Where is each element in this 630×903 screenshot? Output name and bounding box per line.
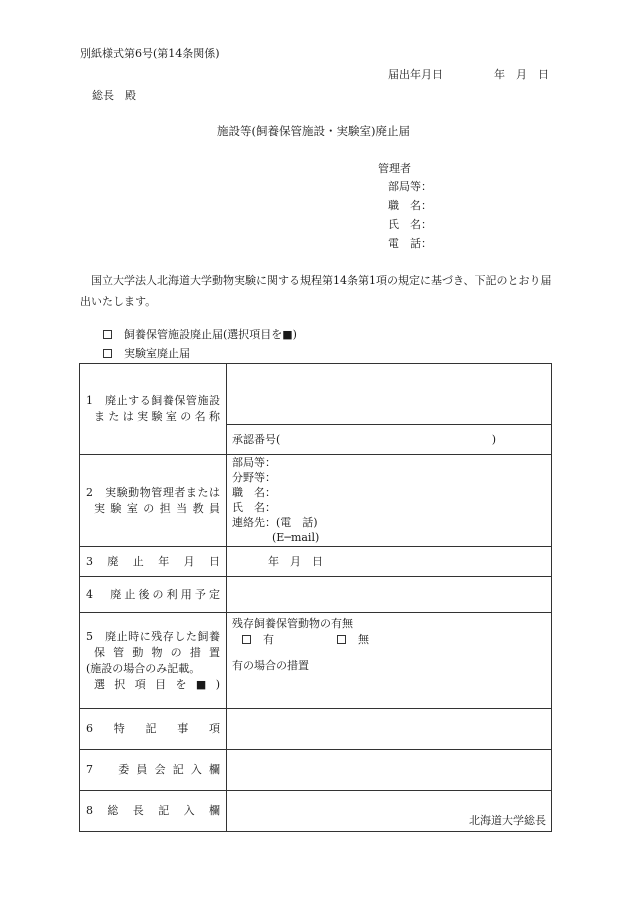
row6-label: 6 特 記 事 項 xyxy=(80,709,227,750)
checkbox-icon[interactable] xyxy=(337,635,346,644)
option-yes-label: 有 xyxy=(263,633,274,646)
manager-name-field[interactable]: 氏 名： xyxy=(388,218,432,231)
checkbox-icon[interactable] xyxy=(103,349,112,358)
date-label: 届出年月日 xyxy=(388,68,443,81)
option-label: 実験室廃止届 xyxy=(124,347,190,360)
option-lab-abolition[interactable] xyxy=(103,347,190,360)
addressee: 総長 殿 xyxy=(92,89,136,102)
option-label: 飼養保管施設廃止届(選択項目を■) xyxy=(124,328,297,341)
manager-contact-field[interactable]: 部局等： 分野等： 職 名： 氏 名： 連絡先：(電 話) (E─mail) xyxy=(227,455,552,547)
row5-label: 5 廃止時に残存した飼養 保管動物の措置 (施設の場合のみ記載。 選択項目を■) xyxy=(80,613,227,709)
president-signature: 北海道大学総長 xyxy=(469,814,546,827)
form-number: 別紙様式第6号(第14条関係) xyxy=(80,47,220,60)
committee-entry-field[interactable] xyxy=(227,750,552,791)
approval-number-field[interactable]: 承認番号( ) xyxy=(227,425,552,455)
row3-label: 3 廃 止 年 月 日 xyxy=(80,547,227,577)
option-facility-abolition[interactable] xyxy=(103,328,297,341)
president-entry-field[interactable] xyxy=(227,791,552,832)
abolition-form-table xyxy=(79,363,552,832)
checkbox-icon[interactable] xyxy=(103,330,112,339)
abolition-date-field[interactable]: 年 月 日 xyxy=(227,547,552,577)
future-use-field[interactable] xyxy=(227,577,552,613)
document-title: 施設等(飼養保管施設・実験室)廃止届 xyxy=(217,124,410,138)
measures-label: 有の場合の措置 xyxy=(232,659,309,672)
facility-name-field[interactable] xyxy=(227,364,552,425)
remaining-animals-field[interactable]: 残存飼養保管動物の有無 有 無 有の場合の措置 xyxy=(227,613,552,709)
checkbox-icon[interactable] xyxy=(242,635,251,644)
row4-label: 4 廃止後の利用予定 xyxy=(80,577,227,613)
date-fields[interactable]: 年 月 日 xyxy=(494,68,549,81)
body-text: 国立大学法人北海道大学動物実験に関する規程第14条第1項の規定に基づき、下記のとおり届出いたします。 xyxy=(80,274,552,308)
row2-label: 2 実験動物管理者または 実験室の担当教員 xyxy=(80,455,227,547)
manager-department-field[interactable]: 部局等： xyxy=(388,180,432,193)
option-no-label: 無 xyxy=(358,633,369,646)
row8-label: 8 総 長 記 入 欄 xyxy=(80,791,227,832)
row7-label: 7 委員会記入欄 xyxy=(80,750,227,791)
manager-heading: 管理者 xyxy=(378,162,411,175)
special-notes-field[interactable] xyxy=(227,709,552,750)
row1-label: 1 廃止する飼養保管施設 または実験室の名称 xyxy=(80,364,227,455)
manager-phone-field[interactable]: 電 話： xyxy=(388,237,432,250)
manager-position-field[interactable]: 職 名： xyxy=(388,199,432,212)
